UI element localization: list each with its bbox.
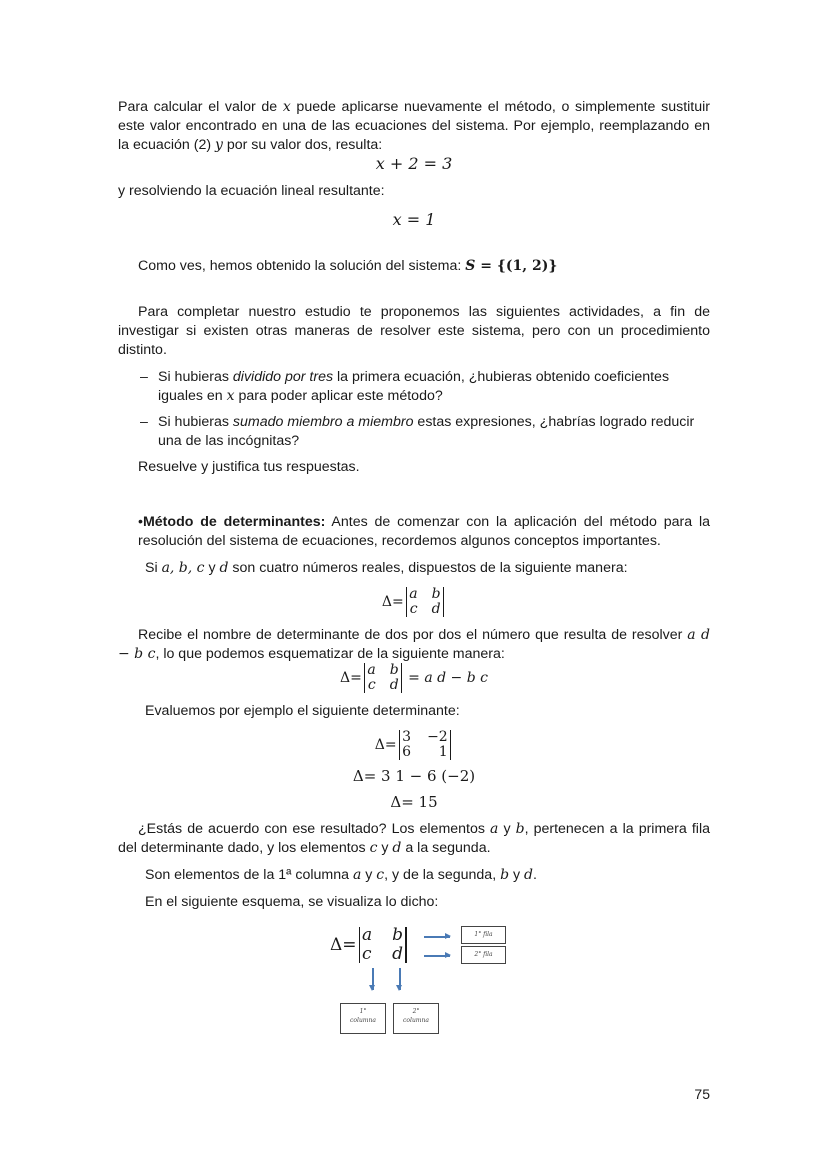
activity-text: Si hubieras dividido por tres la primera ecuación, ¿hubieras obtenido coeficientes iguales en x para poder aplicar este método? — [158, 369, 670, 404]
bullet-icon: • — [138, 514, 143, 530]
paragraph-closing: Resuelve y justifica tus respuestas. — [138, 459, 360, 475]
math-var: y — [215, 137, 223, 153]
arrow-down-icon — [372, 968, 374, 990]
example-step: Δ= 3 1 − 6 (−2) — [352, 767, 476, 785]
arrow-right-icon — [424, 955, 450, 957]
text: Como ves, hemos obtenido la solución del sistema: — [138, 258, 466, 274]
paragraph-substitution — [118, 98, 710, 155]
column-2-label-box: 2° columna — [393, 1003, 439, 1034]
solution-line — [138, 257, 710, 276]
set-label: S — [465, 258, 476, 274]
paragraph-columns: Son elementos de la 1ª columna a y c, y de la segunda, b y d. — [145, 867, 537, 883]
example-result: Δ= 15 — [390, 793, 438, 811]
arrow-right-icon — [424, 936, 450, 938]
equation-x-equals-1: x = 1 — [392, 210, 436, 229]
section-heading: Método de determinantes: — [142, 514, 326, 530]
paragraph-real-numbers: Si a, b, c y d son cuatro números reales, dispuestos de la siguiente manera: — [145, 560, 628, 576]
equation-x-plus-2: x + 2 = 3 — [375, 154, 453, 173]
set-value: = {(1, 2)} — [475, 258, 558, 274]
column-1-label-box: 1° columna — [340, 1003, 386, 1034]
paragraph-scheme: En el siguiente esquema, se visualiza lo dicho: — [145, 894, 439, 910]
text: por su valor dos, resulta: — [222, 137, 383, 153]
text: Para calcular el valor de — [118, 99, 283, 115]
activity-item-2 — [140, 413, 710, 451]
dash-bullet: – — [140, 414, 148, 430]
row-2-label-box: 2° fila — [461, 946, 506, 964]
paragraph-solving: y resolviendo la ecuación lineal resultante: — [118, 183, 385, 199]
arrow-down-icon — [399, 968, 401, 990]
text: Antes de comenzar con la aplicación del método para la resolución del sistema de ecuaciones, recordemos algunos conceptos importantes. — [138, 514, 710, 549]
section-determinants-intro — [138, 513, 710, 551]
paragraph-agree: ¿Estás de acuerdo con ese resultado? Los elementos a y b, pertenecen a la primera fila del determinante dado, y los elementos c y d a la segunda. — [118, 821, 710, 856]
text: puede aplicarse nuevamente el método, o simplemente sustituir este valor encontrado en una de las ecuaciones del sistema. Por ejemplo, reemplazando en la ecuación (2) — [118, 99, 711, 153]
determinant-formula: Δ= a b c d = a d − b c — [340, 662, 488, 693]
row-1-label-box: 1° fila — [461, 926, 506, 944]
determinant-generic: Δ= a b c d — [118, 587, 710, 617]
paragraph-evaluate: Evaluemos por ejemplo el siguiente determinante: — [145, 703, 460, 719]
paragraph-activities: Para completar nuestro estudio te proponemos las siguientes actividades, a fin de investigar si existen otras maneras de resolver este sistema, pero con un procedimiento distinto. — [118, 304, 710, 358]
activity-text: Si hubieras sumado miembro a miembro estas expresiones, ¿habrías logrado reducir una de las incógnitas? — [158, 414, 695, 449]
scheme-determinant: Δ= a b c d — [330, 926, 409, 964]
paragraph-definition: Recibe el nombre de determinante de dos por dos el número que resulta de resolver a d − b c, lo que podemos esquematizar de la siguiente manera: — [118, 627, 710, 662]
page-number: 75 — [694, 1086, 710, 1102]
dash-bullet: – — [140, 369, 148, 385]
activity-item-1 — [140, 368, 710, 406]
math-var: x — [282, 99, 291, 115]
determinant-example: Δ= 3 −2 6 1 — [118, 730, 710, 760]
